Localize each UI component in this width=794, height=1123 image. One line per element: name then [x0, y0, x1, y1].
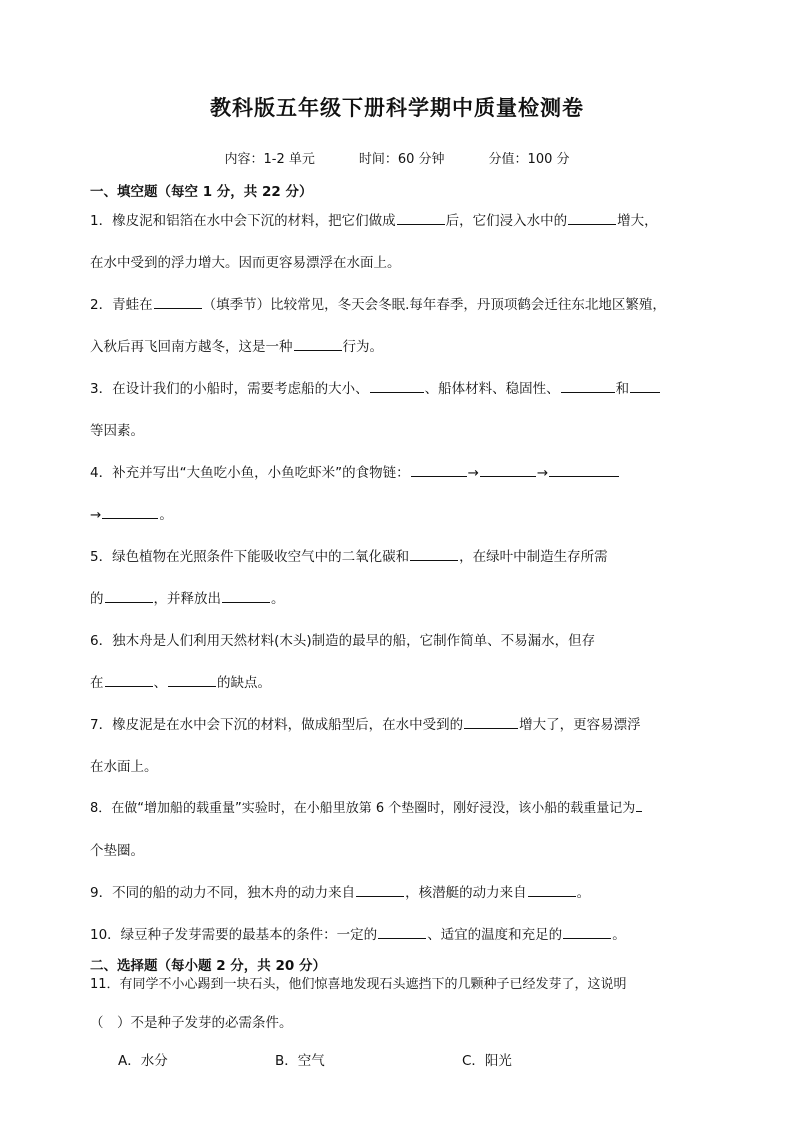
question-3-line-1	[90, 368, 710, 410]
q2-text-c: 入秋后再飞回南方越冬，这是一种	[90, 339, 293, 355]
q1-text-b: 后，它们浸入水中的	[445, 213, 568, 229]
answer-blank[interactable]	[480, 460, 536, 477]
arrow-right-icon: →	[90, 507, 102, 523]
meta-content: 内容：1-2 单元	[224, 152, 315, 167]
answer-blank[interactable]	[411, 460, 467, 477]
answer-blank[interactable]	[222, 586, 270, 603]
answer-blank[interactable]	[356, 880, 404, 897]
question-7-line-2: 在水面上。	[90, 759, 158, 775]
answer-blank[interactable]	[561, 376, 615, 393]
answer-blank[interactable]	[294, 334, 342, 351]
question-4-line-1	[90, 452, 710, 494]
answer-blank[interactable]	[636, 795, 642, 812]
meta-score: 分值：100 分	[488, 152, 570, 167]
q9-text-b: ，核潜艇的动力来自	[405, 885, 527, 901]
option-b[interactable]: B．空气	[275, 1053, 325, 1069]
q4-text-a: 4．补充并写出“大鱼吃小鱼，小鱼吃虾米”的食物链：	[90, 465, 410, 481]
question-6-line-2	[90, 662, 710, 704]
q4-text-end: 。	[159, 507, 173, 523]
q7-text-a: 7．橡皮泥是在水中会下沉的材料，做成船型后，在水中受到的	[90, 717, 464, 733]
q2-text-b: （填季节）比较常见，冬天会冬眠.每年春季，丹顶项鹤会迁往东北地区繁殖，	[202, 297, 666, 313]
question-11-line-1: 11．有同学不小心踢到一块石头，他们惊喜地发现石头遮挡下的几颗种子已经发芽了，这说明	[90, 977, 627, 992]
answer-blank[interactable]	[464, 712, 518, 729]
q5-text-c: 的	[90, 591, 104, 607]
question-2-line-2	[90, 326, 710, 368]
question-1-line-2: 在水中受到的浮力增大。因而更容易漂浮在水面上。	[90, 255, 401, 271]
option-c[interactable]: C．阳光	[462, 1053, 512, 1069]
answer-blank[interactable]	[563, 922, 611, 939]
answer-blank[interactable]	[370, 376, 424, 393]
question-8-line-1	[90, 788, 710, 830]
question-7-line-1	[90, 704, 710, 746]
q10-text-b: 、适宜的温度和充足的	[427, 927, 563, 943]
answer-blank[interactable]	[105, 670, 153, 687]
answer-blank[interactable]	[105, 586, 153, 603]
q10-text-c: 。	[612, 927, 626, 943]
question-1-line-1	[90, 200, 710, 242]
question-4-line-2	[90, 494, 710, 536]
question-8-line-2: 个垫圈。	[90, 843, 144, 859]
question-5-line-2	[90, 578, 710, 620]
q2-text-d: 行为。	[342, 339, 383, 355]
q6-text-c: 、	[153, 675, 167, 691]
q1-text-a: 1．橡皮泥和铝箔在水中会下沉的材料，把它们做成	[90, 213, 396, 229]
question-6-line-1: 6．独木舟是人们利用天然材料(木头)制造的最早的船，它制作简单、不易漏水，但存	[90, 633, 596, 649]
q5-text-b: ，在绿叶中制造生存所需	[459, 549, 608, 565]
q6-text-b: 在	[90, 675, 104, 691]
answer-blank[interactable]	[154, 292, 202, 309]
answer-blank[interactable]	[410, 544, 458, 561]
section-heading-multiple-choice: 二、选择题（每小题 2 分，共 20 分）	[90, 958, 326, 974]
answer-blank[interactable]	[168, 670, 216, 687]
q5-text-a: 5．绿色植物在光照条件下能吸收空气中的二氧化碳和	[90, 549, 410, 565]
page-title: 教科版五年级下册科学期中质量检测卷	[210, 96, 584, 120]
option-a[interactable]: A．水分	[118, 1053, 168, 1069]
meta-time: 时间：60 分钟	[358, 152, 445, 167]
answer-blank[interactable]	[630, 376, 660, 393]
arrow-right-icon: →	[467, 465, 479, 481]
question-2-line-1	[90, 284, 710, 326]
question-5-line-1	[90, 536, 710, 578]
arrow-right-icon: →	[536, 465, 549, 481]
question-11-line-2: （ ）不是种子发芽的必需条件。	[90, 1015, 293, 1031]
q3-text-a: 3．在设计我们的小船时，需要考虑船的大小、	[90, 381, 369, 397]
q9-text-c: 。	[576, 885, 591, 901]
question-3-line-2: 等因素。	[90, 423, 144, 439]
answer-blank[interactable]	[528, 880, 576, 897]
question-9-line-1	[90, 872, 710, 914]
exam-meta	[0, 148, 794, 167]
q9-text-a: 9．不同的船的动力不同，独木舟的动力来自	[90, 885, 356, 901]
section-heading-fill-in: 一、填空题（每空 1 分，共 22 分）	[90, 184, 313, 200]
answer-blank[interactable]	[378, 922, 426, 939]
q7-text-b: 增大了，更容易漂浮	[519, 717, 641, 733]
answer-blank[interactable]	[549, 460, 619, 477]
q10-text-a: 10．绿豆种子发芽需要的最基本的条件：一定的	[90, 927, 378, 943]
question-10-line-1	[90, 914, 710, 956]
q6-text-d: 的缺点。	[217, 675, 271, 691]
q3-text-b: 、船体材料、稳固性、	[424, 381, 560, 397]
answer-blank[interactable]	[397, 208, 445, 225]
q3-text-c: 和	[615, 381, 630, 397]
q5-text-d: ，并释放出	[153, 591, 221, 607]
answer-blank[interactable]	[568, 208, 616, 225]
q2-text-a: 2．青蛙在	[90, 297, 153, 313]
q8-text-a: 8．在做“增加船的载重量”实验时，在小船里放第 6 个垫圈时，刚好浸没，该小船的载重量记为	[90, 801, 636, 816]
q1-text-c: 增大，	[617, 213, 658, 229]
answer-blank[interactable]	[102, 502, 158, 519]
q5-text-e: 。	[271, 591, 285, 607]
